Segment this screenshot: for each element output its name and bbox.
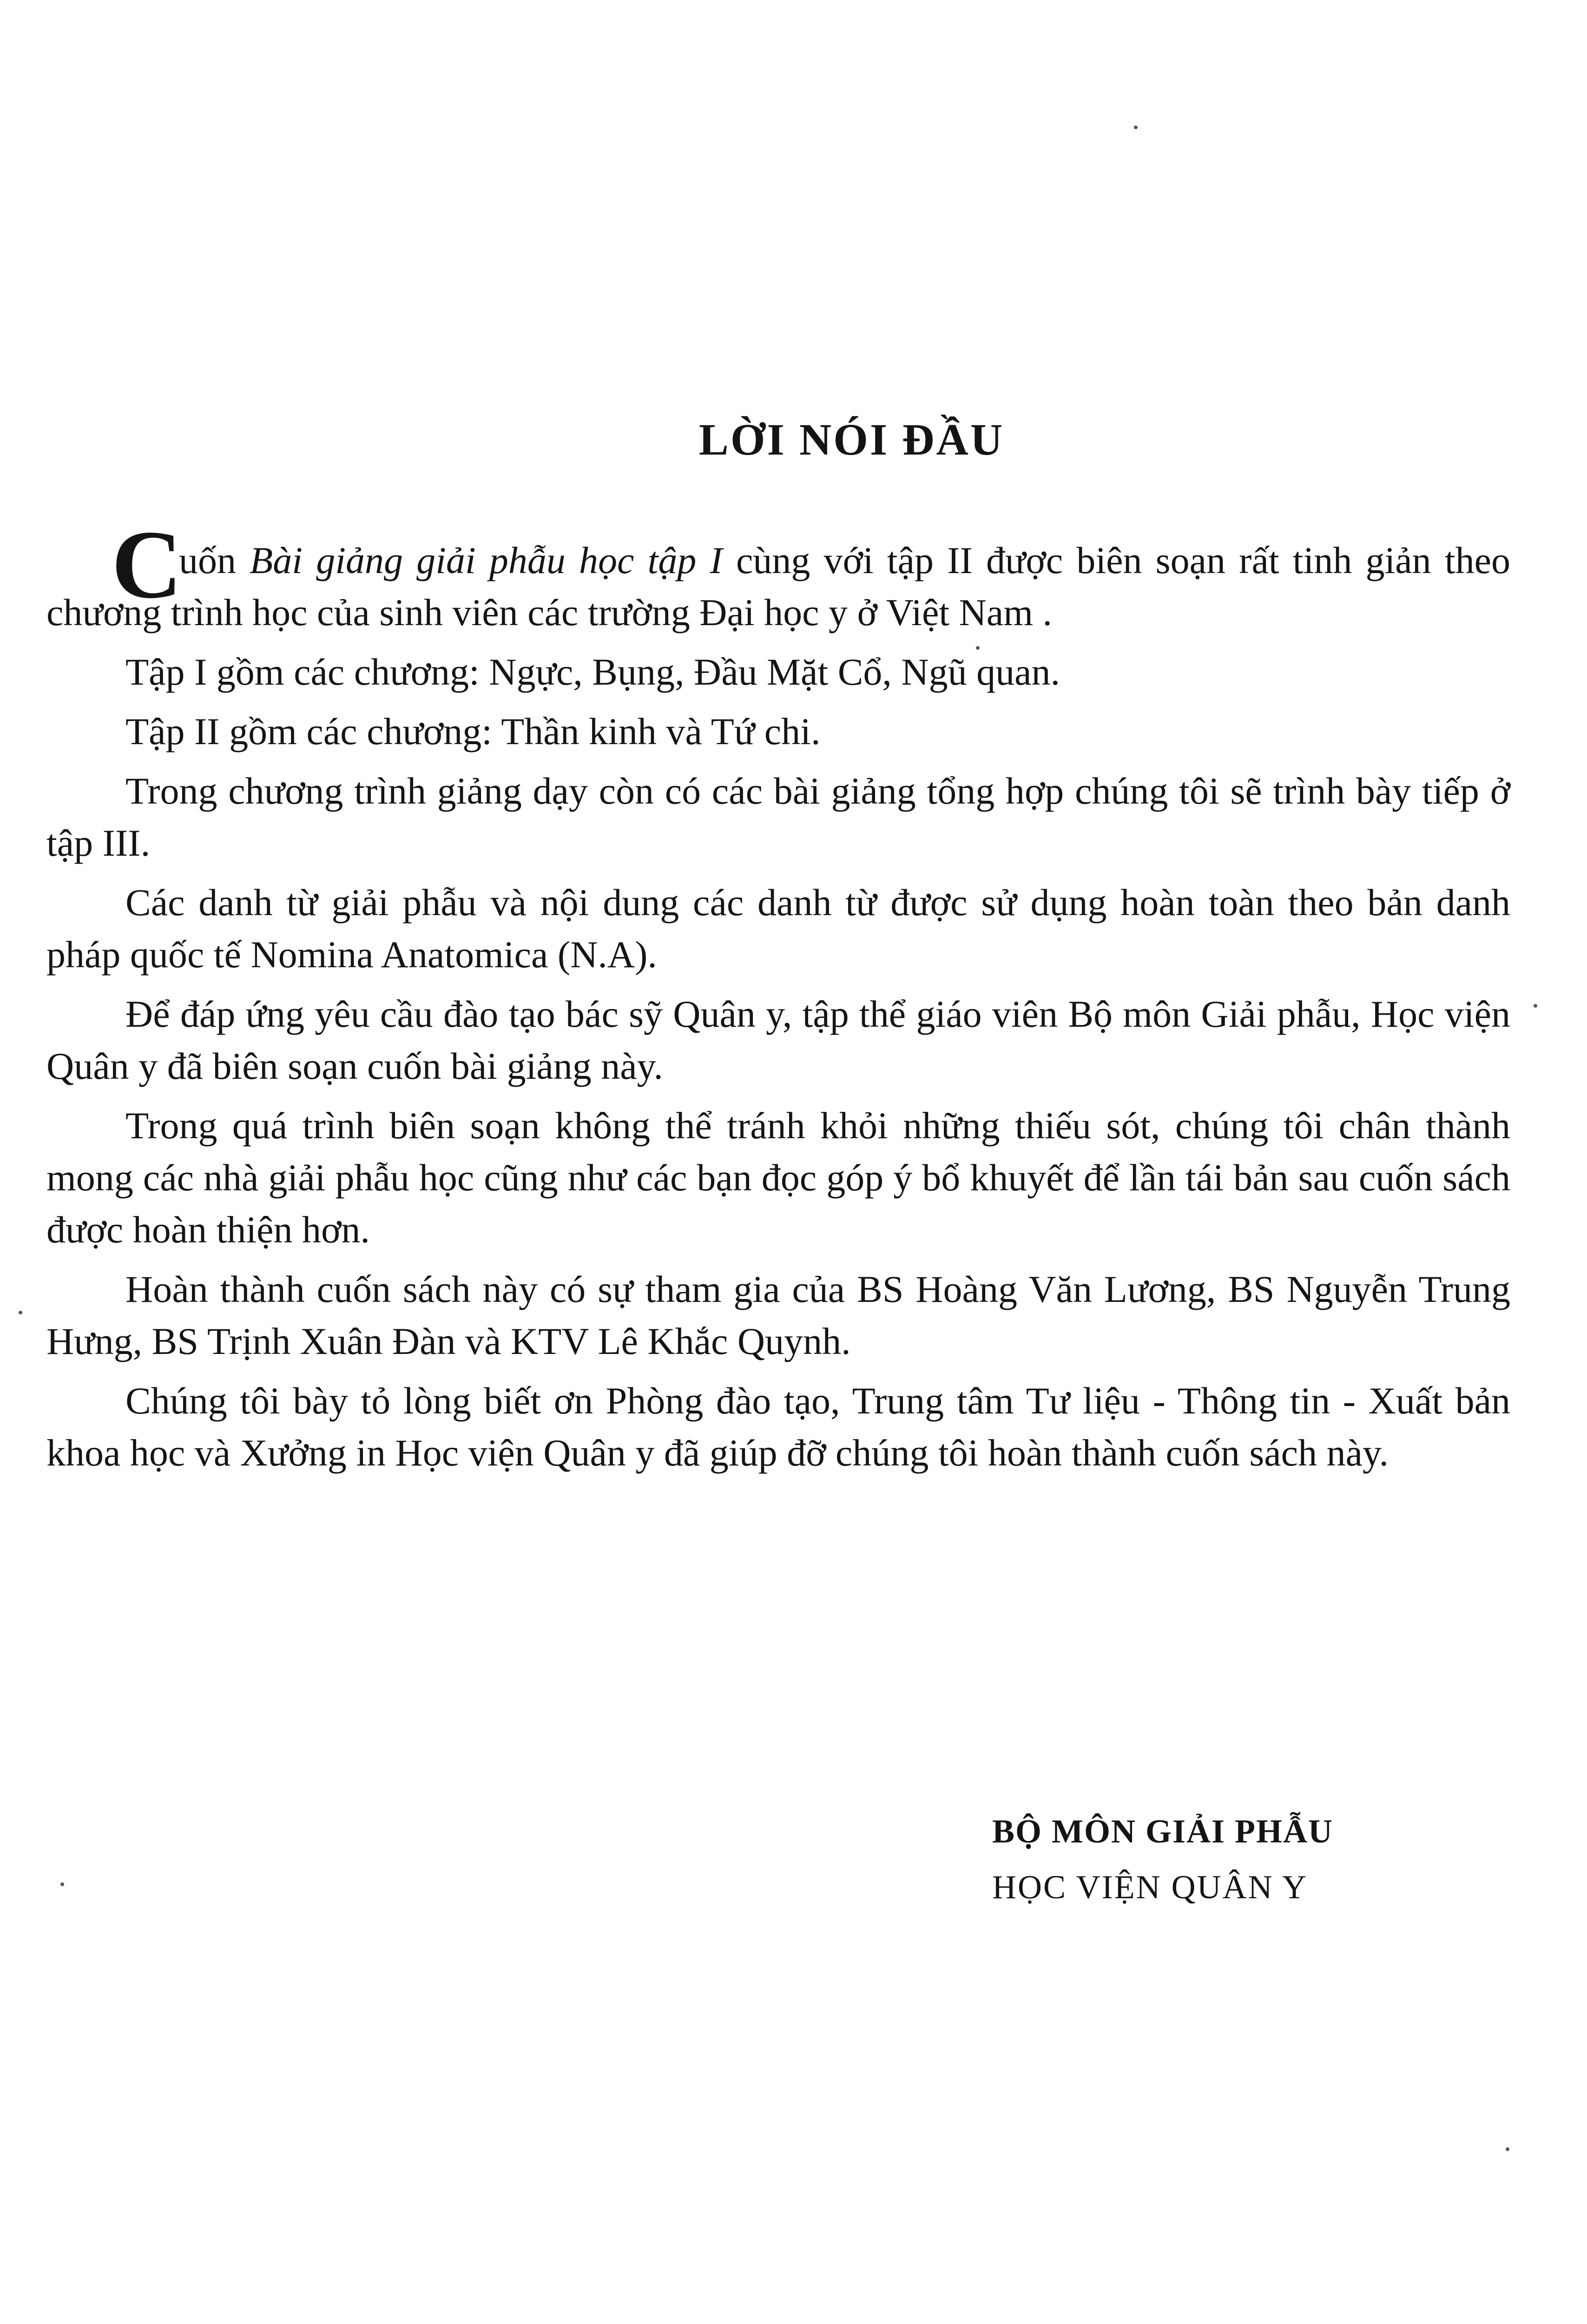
paragraph-volume-1: Tập I gồm các chương: Ngực, Bụng, Đầu Mặt Cổ, Ngũ quan. xyxy=(125,651,1060,693)
signature-block xyxy=(992,1803,1333,1915)
paragraph-purpose: Để đáp ứng yêu cầu đào tạo bác sỹ Quân y, tập thể giáo viên Bộ môn Giải phẫu, Học viện Quân y đã biên soạn cuốn bài giảng này. xyxy=(46,993,1510,1087)
page-title: LỜI NÓI ĐẦU xyxy=(698,415,1005,464)
scan-speck xyxy=(1506,2147,1509,2151)
intro-lead: uốn xyxy=(179,539,250,581)
paragraph-feedback: Trong quá trình biên soạn không thể tránh khỏi những thiếu sót, chúng tôi chân thành mong các nhà giải phẫu học cũng như các bạn đọc góp ý bổ khuyết để lần tái bản sau cuốn sách được hoàn thiện hơn. xyxy=(46,1104,1510,1251)
signature-institution: HỌC VIỆN QUÂN Y xyxy=(992,1868,1308,1906)
paragraph-nomenclature: Các danh từ giải phẫu và nội dung các danh từ được sử dụng hoàn toàn theo bản danh pháp quốc tế Nomina Anatomica (N.A). xyxy=(46,881,1510,976)
scan-speck xyxy=(19,1311,22,1314)
paragraph-intro xyxy=(46,511,1511,639)
scan-speck xyxy=(1534,1004,1537,1008)
scan-speck xyxy=(60,1882,64,1886)
preface-body xyxy=(46,511,1511,1486)
paragraph-volume-3: Trong chương trình giảng dạy còn có các bài giảng tổng hợp chúng tôi sẽ trình bày tiếp ở tập III. xyxy=(46,770,1510,864)
signature-department: BỘ MÔN GIẢI PHẪU xyxy=(992,1813,1333,1850)
book-title: Bài giảng giải phẫu học tập I xyxy=(250,539,723,581)
intro-text xyxy=(0,535,1510,639)
scan-speck xyxy=(1134,125,1138,129)
paragraph-volume-2: Tập II gồm các chương: Thần kinh và Tứ chi. xyxy=(125,710,821,753)
paragraph-contributors: Hoàn thành cuốn sách này có sự tham gia của BS Hoàng Văn Lương, BS Nguyễn Trung Hưng, BS Trịnh Xuân Đàn và KTV Lê Khắc Quynh. xyxy=(46,1268,1510,1362)
intro-rest: cùng với tập II được biên soạn rất tinh giản theo chương trình học của sinh viên các trường Đại học y ở Việt Nam . xyxy=(46,539,1511,634)
paragraph-acknowledgements: Chúng tôi bày tỏ lòng biết ơn Phòng đào tạo, Trung tâm Tư liệu - Thông tin - Xuất bản khoa học và Xưởng in Học viện Quân y đã giúp đỡ chúng tôi hoàn thành cuốn sách này. xyxy=(46,1380,1510,1474)
drop-cap-letter: C xyxy=(112,511,182,619)
